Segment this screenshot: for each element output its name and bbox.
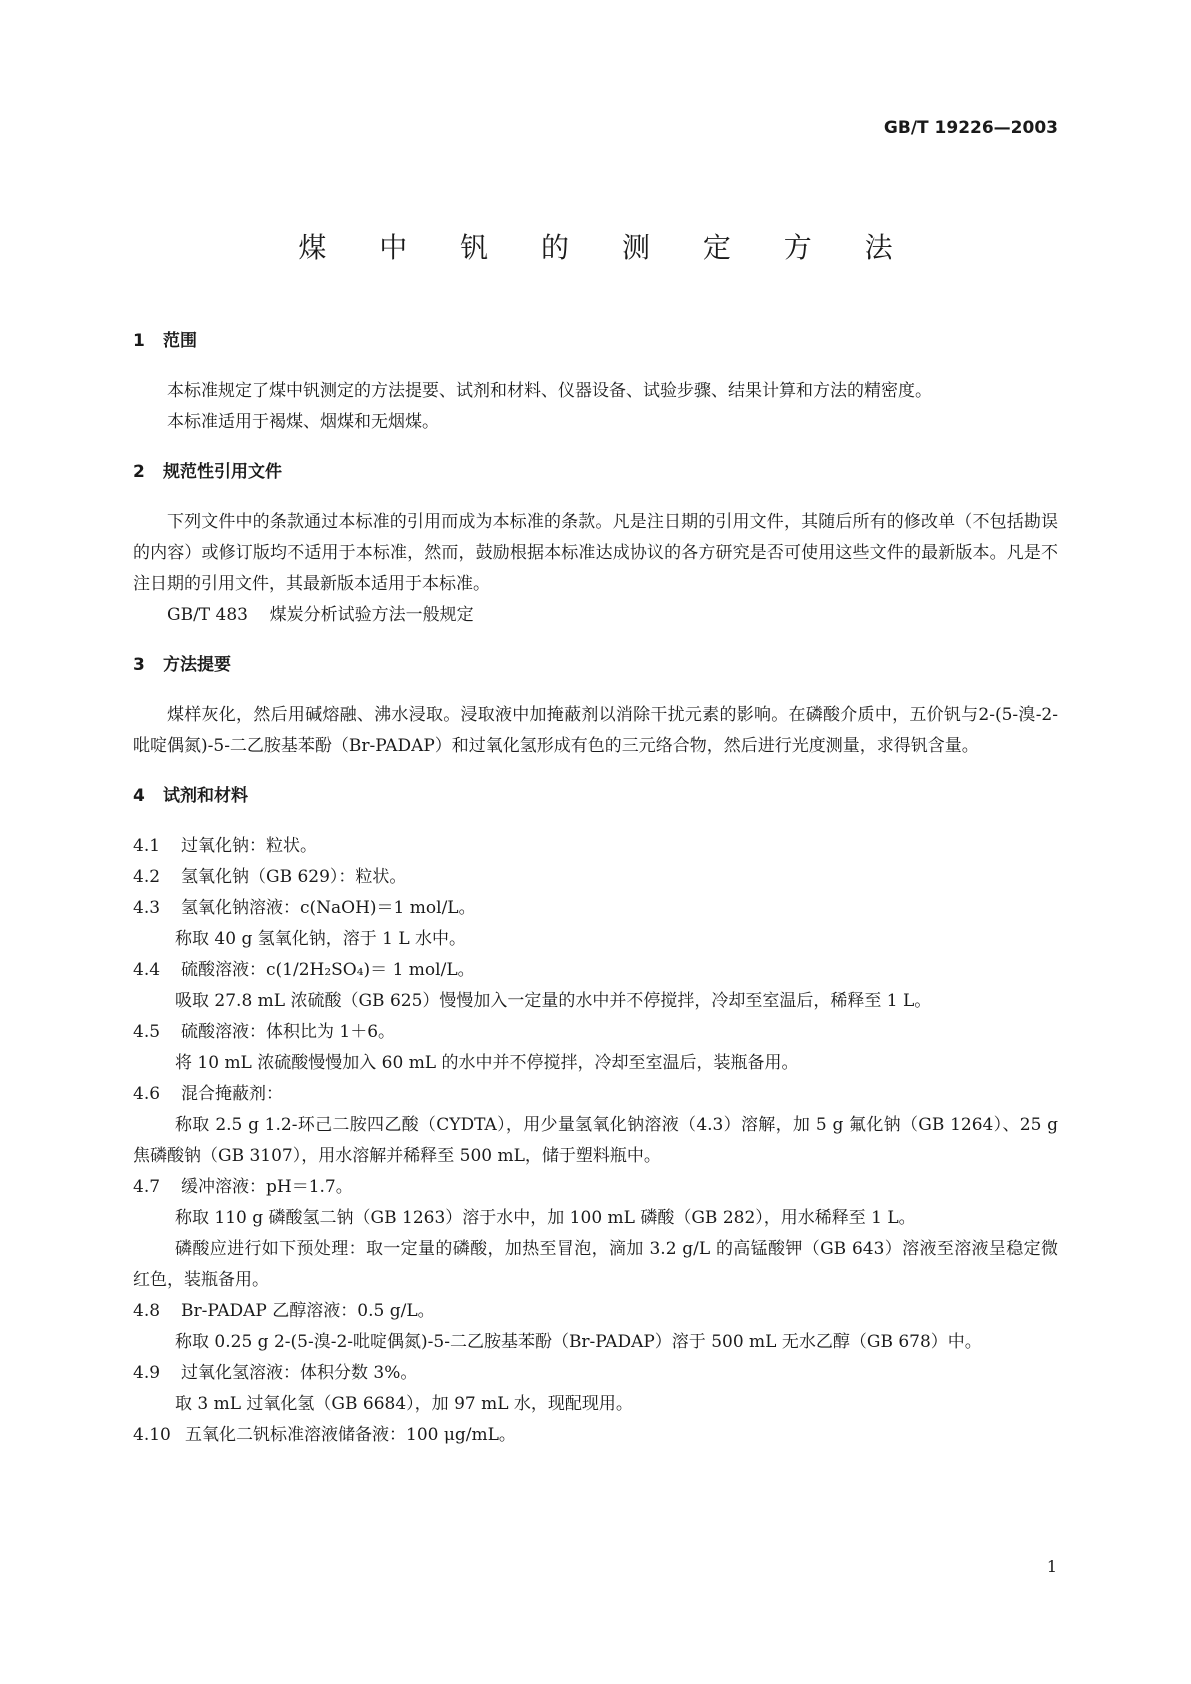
reagent-item (133, 1172, 1058, 1203)
item-number: 4.8 (133, 1301, 161, 1321)
item-text: 过氧化氢溶液：体积分数 3%。 (181, 1363, 418, 1383)
item-number: 4.5 (133, 1022, 161, 1042)
reagent-item (133, 1358, 1058, 1389)
item-text: 缓冲溶液：pH＝1.7。 (181, 1177, 353, 1197)
item-text: 硫酸溶液：体积比为 1＋6。 (181, 1022, 396, 1042)
section-number: 3 (133, 655, 145, 675)
item-detail: 磷酸应进行如下预处理：取一定量的磷酸，加热至冒泡，滴加 3.2 g/L 的高锰酸钾（GB 643）溶液至溶液呈稳定微红色，装瓶备用。 (133, 1239, 1058, 1290)
reagent-item (133, 1017, 1058, 1048)
item-text: 五氧化二钒标准溶液储备液：100 μg/mL。 (185, 1425, 516, 1445)
item-detail: 将 10 mL 浓硫酸慢慢加入 60 mL 的水中并不停搅拌，冷却至室温后，装瓶备用。 (175, 1053, 799, 1073)
section-title: 范围 (163, 331, 197, 351)
item-detail: 称取 40 g 氢氧化钠，溶于 1 L 水中。 (175, 929, 467, 949)
section-normative-references (133, 457, 1058, 631)
item-number: 4.3 (133, 898, 161, 918)
item-text: Br-PADAP 乙醇溶液：0.5 g/L。 (181, 1301, 435, 1321)
item-number: 4.10 (133, 1425, 171, 1445)
section-number: 4 (133, 786, 145, 806)
section-reagents (133, 781, 1058, 1451)
reagent-item (133, 1420, 1058, 1451)
reagent-item (133, 831, 1058, 862)
section-heading (133, 457, 1058, 488)
document-title: 煤 中 钒 的 测 定 方 法 (298, 231, 915, 264)
paragraph: 本标准适用于褐煤、烟煤和无烟煤。 (167, 412, 439, 432)
item-number: 4.4 (133, 960, 161, 980)
section-heading (133, 781, 1058, 812)
section-title: 规范性引用文件 (163, 462, 282, 482)
section-title: 试剂和材料 (163, 786, 248, 806)
section-heading (133, 326, 1058, 357)
item-detail: 取 3 mL 过氧化氢（GB 6684），加 97 mL 水，现配现用。 (175, 1394, 633, 1414)
item-detail: 吸取 27.8 mL 浓硫酸（GB 625）慢慢加入一定量的水中并不停搅拌，冷却至室温后，稀释至 1 L。 (175, 991, 932, 1011)
section-heading (133, 650, 1058, 681)
section-number: 2 (133, 462, 145, 482)
item-number: 4.2 (133, 867, 161, 887)
item-text: 过氧化钠：粒状。 (181, 836, 317, 856)
document-body (133, 326, 1058, 1451)
section-method-summary (133, 650, 1058, 762)
section-number: 1 (133, 331, 145, 351)
item-detail: 称取 110 g 磷酸氢二钠（GB 1263）溶于水中，加 100 mL 磷酸（GB 282），用水稀释至 1 L。 (175, 1208, 916, 1228)
item-detail: 称取 2.5 g 1.2-环己二胺四乙酸（CYDTA），用少量氢氧化钠溶液（4.3）溶解，加 5 g 氟化钠（GB 1264）、25 g 焦磷酸钠（GB 3107），用水溶解并稀释至 500 mL，储于塑料瓶中。 (133, 1115, 1058, 1166)
paragraph: 下列文件中的条款通过本标准的引用而成为本标准的条款。凡是注日期的引用文件，其随后所有的修改单（不包括勘误的内容）或修订版均不适用于本标准，然而，鼓励根据本标准达成协议的各方研究是否可使用这些文件的最新版本。凡是不注日期的引用文件，其最新版本适用于本标准。 (133, 512, 1058, 594)
reagent-item (133, 893, 1058, 924)
reagent-item (133, 1296, 1058, 1327)
item-number: 4.7 (133, 1177, 161, 1197)
paragraph: 本标准规定了煤中钒测定的方法提要、试剂和材料、仪器设备、试验步骤、结果计算和方法的精密度。 (167, 381, 932, 401)
reagent-item (133, 955, 1058, 986)
item-text: 氢氧化钠溶液：c(NaOH)＝1 mol/L。 (181, 898, 476, 918)
item-text: 氢氧化钠（GB 629）：粒状。 (181, 867, 407, 887)
reagent-item (133, 1079, 1058, 1110)
item-number: 4.9 (133, 1363, 161, 1383)
reagent-item (133, 862, 1058, 893)
section-title: 方法提要 (163, 655, 231, 675)
reference-entry: GB/T 483 煤炭分析试验方法一般规定 (167, 605, 474, 625)
item-number: 4.6 (133, 1084, 161, 1104)
item-detail: 称取 0.25 g 2-(5-溴-2-吡啶偶氮)-5-二乙胺基苯酚（Br-PADAP）溶于 500 mL 无水乙醇（GB 678）中。 (175, 1332, 982, 1352)
page-number: 1 (1046, 1557, 1057, 1576)
paragraph: 煤样灰化，然后用碱熔融、沸水浸取。浸取液中加掩蔽剂以消除干扰元素的影响。在磷酸介质中，五价钒与2-(5-溴-2-吡啶偶氮)-5-二乙胺基苯酚（Br-PADAP）和过氧化氢形成有色的三元络合物，然后进行光度测量，求得钒含量。 (133, 705, 1058, 756)
item-text: 硫酸溶液：c(1/2H₂SO₄)＝ 1 mol/L。 (181, 960, 475, 980)
item-text: 混合掩蔽剂： (181, 1084, 283, 1104)
standard-code: GB/T 19226—2003 (883, 118, 1058, 138)
item-number: 4.1 (133, 836, 161, 856)
section-scope (133, 326, 1058, 438)
